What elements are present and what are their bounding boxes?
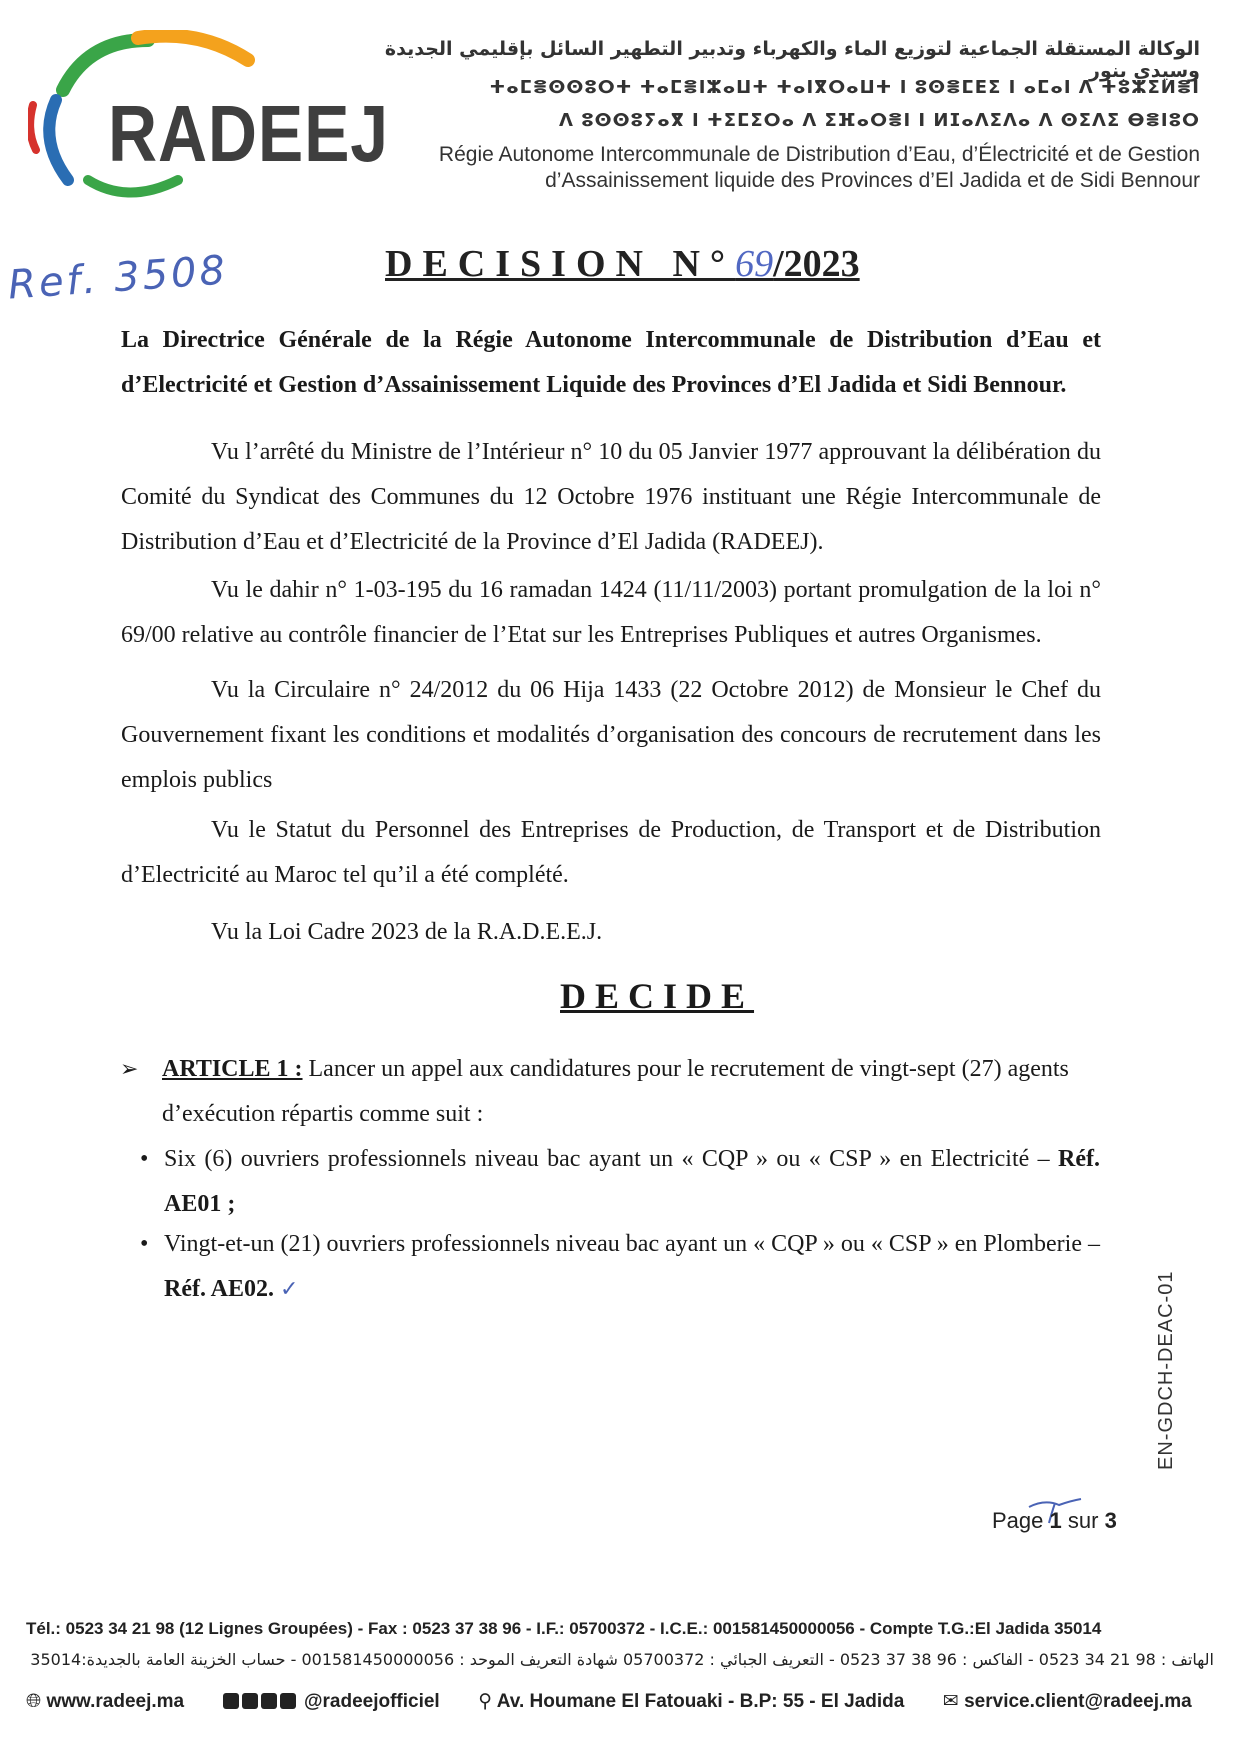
- footer-arabic-line: الهاتف : 98 21 34 0523 - الفاكس : 96 38 37 0523 - التعريف الجبائي : 05700372 شهادة التعريف الموحد : 001581450000056 - حساب الخزينة العامة بالجديدة:35014: [30, 1650, 1214, 1669]
- consideration-1: Vu l’arrêté du Ministre de l’Intérieur n° 10 du 05 Janvier 1977 approuvant la délibération du Comité du Syndicat des Communes du 12 Octobre 1976 instituant une Régie Intercommunale de Distribution d’Eau et d’Electricité de la Province d’El Jadida (RADEEJ).: [121, 439, 1101, 555]
- page-current: 1: [1049, 1508, 1062, 1533]
- page-word: Page: [992, 1508, 1044, 1533]
- document-code-text: EN-GDCH-DEAC-01: [1155, 1270, 1177, 1470]
- instagram-icon[interactable]: [223, 1693, 239, 1709]
- page-total: 3: [1104, 1508, 1117, 1533]
- page-indicator: [992, 1508, 1117, 1534]
- footer-address: Av. Houmane El Fatouaki - B.P: 55 - El Jadida: [496, 1691, 905, 1712]
- header-french-line1: Régie Autonome Intercommunale de Distribution d’Eau, d’Électricité et de Gestion: [438, 143, 1200, 166]
- article-1-item-2: [140, 1222, 1100, 1312]
- article-1-text: Lancer un appel aux candidatures pour le recrutement de vingt-sept (27) agents d’exécution répartis comme suit :: [162, 1056, 1069, 1127]
- decision-year: /2023: [773, 243, 860, 285]
- intro-paragraph: La Directrice Générale de la Régie Autonome Intercommunale de Distribution d’Eau et d’Electricité et Gestion d’Assainissement Liquide des Provinces d’El Jadida et Sidi Bennour.: [121, 327, 1101, 398]
- bullet-icon: •: [140, 1231, 149, 1257]
- article-1-label: ARTICLE 1 :: [162, 1056, 303, 1082]
- facebook-icon[interactable]: [242, 1693, 258, 1709]
- consideration-2: Vu le dahir n° 1-03-195 du 16 ramadan 1424 (11/11/2003) portant promulgation de la loi n° 69/00 relative au contrôle financier de l’Etat sur les Entreprises Publiques et autres Organismes.: [121, 577, 1101, 648]
- envelope-icon: ✉: [942, 1690, 959, 1712]
- footer-email[interactable]: service.client@radeej.ma: [964, 1691, 1192, 1712]
- item-1-text: Six (6) ouvriers professionnels niveau bac ayant un « CQP » ou « CSP » en Electricité –: [164, 1146, 1059, 1172]
- header-french-name: [300, 142, 1200, 194]
- consideration-3: Vu la Circulaire n° 24/2012 du 06 Hija 1433 (22 Octobre 2012) de Monsieur le Chef du Gouvernement fixant les conditions et modalités d’organisation des concours de recrutement dans les emplois publics: [121, 677, 1101, 793]
- decision-title: [385, 242, 860, 286]
- bullet-icon: •: [140, 1146, 149, 1172]
- linkedin-icon[interactable]: [280, 1693, 296, 1709]
- youtube-icon[interactable]: [261, 1693, 277, 1709]
- item-1-ref: Réf. AE01 ;: [164, 1146, 1100, 1217]
- page-of-word: sur: [1067, 1508, 1099, 1533]
- item-2-ref: Réf. AE02.: [164, 1276, 274, 1302]
- header-tifinagh-line1: ⵜⴰⵎⴻⵙⵙⵓⵔⵜ ⵜⴰⵎⴻⵏⵣⴰⵡⵜ ⵜⴰⵏⴳⵔⴰⵡⵜ ⵏ ⵓⵙⴻⵎⴹⵉ ⵏ ⴰⵎⴰⵏ ⴷ ⵜⵓⵣⵉⵍⴻⵏ: [489, 77, 1200, 98]
- document-code: [1155, 1270, 1205, 1490]
- header-tifinagh-line2: ⴷ ⵓⵙⵙⵓⵢⴰⴳ ⵏ ⵜⵉⵎⵉⵔⴰ ⴷ ⵉⴼⴰⵔⴻⵏ ⵏ ⵍⵊⴰⴷⵉⴷⴰ ⴷ ⵙⵉⴷⵉ ⴱⴻⵏⵓⵔ: [559, 110, 1200, 131]
- consideration-4: Vu le Statut du Personnel des Entreprises de Production, de Transport et de Distribution d’Electricité au Maroc tel qu’il a été complété.: [121, 817, 1101, 888]
- footer-links: [26, 1690, 1216, 1713]
- arrow-bullet-icon: ➢: [120, 1057, 139, 1082]
- globe-icon: 🌐︎: [26, 1690, 42, 1712]
- header-french-line2: d’Assainissement liquide des Provinces d’El Jadida et de Sidi Bennour: [545, 169, 1200, 192]
- decision-number: 69: [735, 243, 774, 285]
- location-pin-icon: ⚲: [478, 1690, 493, 1712]
- article-1: [120, 1047, 1100, 1137]
- handwritten-reference: Ref. 3508: [6, 247, 230, 309]
- item-2-text: Vingt-et-un (21) ouvriers professionnels niveau bac ayant un « CQP » ou « CSP » en Plomberie –: [164, 1231, 1100, 1257]
- logo-wordmark: RADEEJ: [108, 89, 389, 178]
- consideration-5: Vu la Loi Cadre 2023 de la R.A.D.E.E.J.: [211, 919, 603, 945]
- footer-contact-line: Tél.: 0523 34 21 98 (12 Lignes Groupées) - Fax : 0523 37 38 96 - I.F.: 05700372 - I.C.E.: 001581450000056 - Compte T.G.:El Jadida 35014: [26, 1619, 1102, 1638]
- article-1-item-1: [140, 1137, 1100, 1227]
- decide-heading: DECIDE: [560, 976, 755, 1016]
- header-arabic-name: الوكالة المستقلة الجماعية لتوزيع الماء والكهرباء وتدبير التطهير السائل بإقليمي الجديدة وسيدي بنور: [384, 38, 1200, 82]
- handwritten-tick-icon: ✓: [280, 1277, 299, 1302]
- decision-title-prefix: DECISION N°: [385, 243, 736, 285]
- footer-social-handle[interactable]: @radeejofficiel: [303, 1691, 440, 1712]
- footer-website[interactable]: www.radeej.ma: [46, 1691, 185, 1712]
